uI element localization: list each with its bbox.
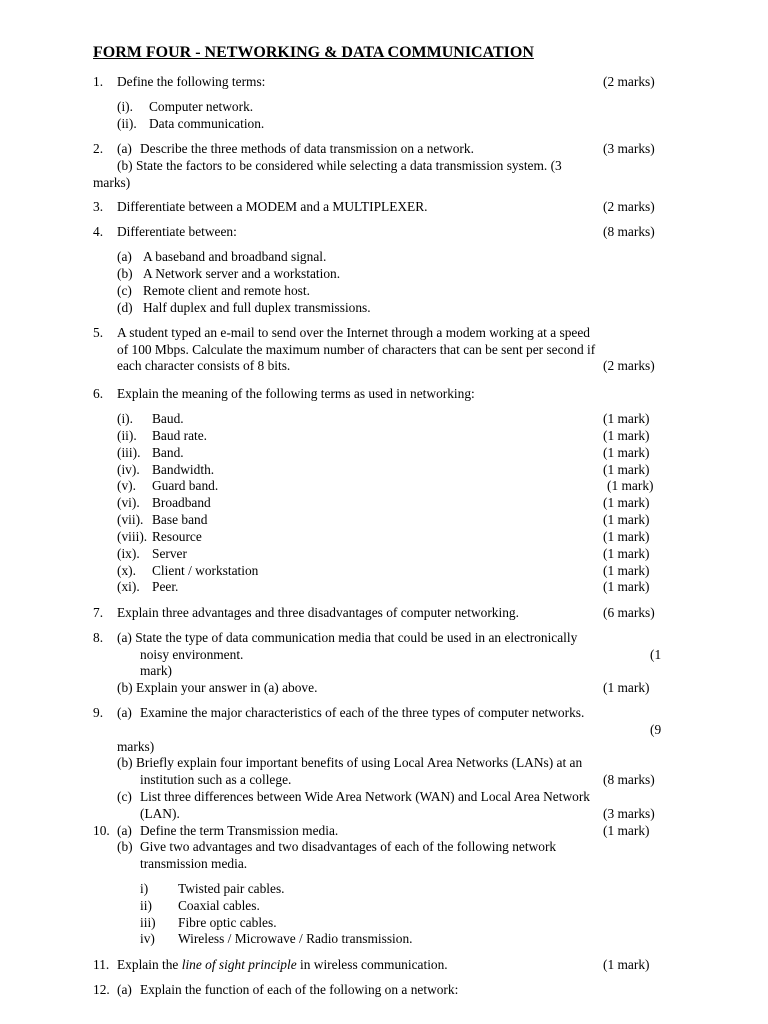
question-number: 4. bbox=[93, 224, 104, 239]
term-text: Baud. bbox=[152, 411, 184, 426]
item-number: (b) bbox=[117, 266, 133, 281]
item-number: iii) bbox=[140, 915, 156, 930]
question-text-pre: Explain the bbox=[117, 957, 179, 972]
term-marks: (1 mark) bbox=[603, 428, 650, 443]
term-number: (x). bbox=[117, 563, 136, 578]
item-number: (a) bbox=[117, 249, 132, 264]
question-text: Explain three advantages and three disadvantages of computer networking. bbox=[117, 605, 519, 620]
question-marks: (6 marks) bbox=[603, 605, 655, 620]
item-text: Twisted pair cables. bbox=[178, 881, 285, 896]
item-text: Half duplex and full duplex transmissions. bbox=[143, 300, 371, 315]
term-number: (vii). bbox=[117, 512, 144, 527]
item-text: A baseband and broadband signal. bbox=[143, 249, 327, 264]
term-number: (ix). bbox=[117, 546, 140, 561]
question-marks: (8 marks) bbox=[603, 224, 655, 239]
question-number: 10. bbox=[93, 823, 110, 838]
item-number: i) bbox=[140, 881, 149, 896]
question-marks-continued: mark) bbox=[140, 663, 172, 678]
part-text: Give two advantages and two disadvantages of each of the following network bbox=[140, 839, 557, 854]
part-text: (a) State the type of data communication media that could be used in an electronically bbox=[117, 630, 578, 645]
question-text-italic: line of sight principle bbox=[181, 957, 297, 972]
question-marks: (8 marks) bbox=[603, 772, 655, 787]
part-label: (a) bbox=[117, 141, 132, 156]
term-number: (viii). bbox=[117, 529, 148, 544]
question-text-post: in wireless communication. bbox=[300, 957, 448, 972]
question-number: 8. bbox=[93, 630, 104, 645]
term-number: (ii). bbox=[117, 428, 137, 443]
question-marks: (2 marks) bbox=[603, 358, 655, 373]
part-text: Examine the major characteristics of each of the three types of computer networks. bbox=[140, 705, 585, 720]
question-number: 1. bbox=[93, 74, 104, 89]
term-text: Base band bbox=[152, 512, 208, 527]
item-text: Computer network. bbox=[149, 99, 254, 114]
question-marks: (2 marks) bbox=[603, 199, 655, 214]
item-number: (c) bbox=[117, 283, 132, 298]
part-text-continued: institution such as a college. bbox=[140, 772, 292, 787]
item-number: (d) bbox=[117, 300, 133, 315]
term-number: (vi). bbox=[117, 495, 140, 510]
part-label: (a) bbox=[117, 982, 132, 997]
question-text: Differentiate between a MODEM and a MULTIPLEXER. bbox=[117, 199, 428, 214]
question-number: 12. bbox=[93, 982, 110, 997]
part-text-continued: transmission media. bbox=[140, 856, 248, 871]
item-text: Wireless / Microwave / Radio transmission. bbox=[178, 931, 413, 946]
question-marks: (1 mark) bbox=[603, 957, 650, 972]
item-text: A Network server and a workstation. bbox=[143, 266, 341, 281]
question-number: 9. bbox=[93, 705, 104, 720]
term-text: Server bbox=[152, 546, 187, 561]
term-marks: (1 mark) bbox=[603, 495, 650, 510]
term-marks: (1 mark) bbox=[603, 512, 650, 527]
term-marks: (1 mark) bbox=[603, 546, 650, 561]
question-number: 6. bbox=[93, 386, 104, 401]
question-text: each character consists of 8 bits. bbox=[117, 358, 291, 373]
term-text: Guard band. bbox=[152, 478, 219, 493]
question-number: 3. bbox=[93, 199, 104, 214]
question-marks: (1 mark) bbox=[603, 823, 650, 838]
part-text: Describe the three methods of data transmission on a network. bbox=[140, 141, 474, 156]
question-number: 2. bbox=[93, 141, 104, 156]
question-marks-continued: marks) bbox=[117, 739, 155, 754]
term-text: Resource bbox=[152, 529, 202, 544]
part-text-continued: noisy environment. bbox=[140, 647, 244, 662]
question-number: 7. bbox=[93, 605, 104, 620]
question-marks: (3 marks) bbox=[603, 806, 655, 821]
part-label: (b) bbox=[117, 839, 133, 854]
part-label: (c) bbox=[117, 789, 132, 804]
term-number: (i). bbox=[117, 411, 133, 426]
part-label: (a) bbox=[117, 823, 132, 838]
question-text: A student typed an e-mail to send over the Internet through a modem working at a speed bbox=[117, 325, 591, 340]
item-text: Data communication. bbox=[149, 116, 265, 131]
term-marks: (1 mark) bbox=[603, 579, 650, 594]
part-text: Define the term Transmission media. bbox=[140, 823, 339, 838]
term-text: Client / workstation bbox=[152, 563, 259, 578]
item-text: Fibre optic cables. bbox=[178, 915, 277, 930]
term-marks: (1 mark) bbox=[603, 462, 650, 477]
question-marks: (9 bbox=[650, 722, 662, 737]
part-text-continued: (LAN). bbox=[140, 806, 180, 821]
term-number: (v). bbox=[117, 478, 136, 493]
term-marks: (1 mark) bbox=[603, 445, 650, 460]
part-text: (b) Explain your answer in (a) above. bbox=[117, 680, 318, 695]
question-marks: (1 bbox=[650, 647, 662, 662]
item-text: Remote client and remote host. bbox=[143, 283, 310, 298]
term-text: Peer. bbox=[152, 579, 179, 594]
item-number: (ii). bbox=[117, 116, 137, 131]
term-text: Broadband bbox=[152, 495, 211, 510]
question-text: Differentiate between: bbox=[117, 224, 237, 239]
question-marks: (3 marks) bbox=[603, 141, 655, 156]
item-text: Coaxial cables. bbox=[178, 898, 260, 913]
question-number: 11. bbox=[93, 957, 110, 972]
part-label: (a) bbox=[117, 705, 132, 720]
question-text: Define the following terms: bbox=[117, 74, 266, 89]
question-text: of 100 Mbps. Calculate the maximum number of characters that can be sent per second if bbox=[117, 342, 596, 357]
question-marks: (1 mark) bbox=[603, 680, 650, 695]
term-marks: (1 mark) bbox=[603, 411, 650, 426]
page-title: FORM FOUR - NETWORKING & DATA COMMUNICATION bbox=[93, 44, 534, 61]
part-text: Explain the function of each of the following on a network: bbox=[140, 982, 459, 997]
term-marks: (1 mark) bbox=[603, 563, 650, 578]
term-number: (iii). bbox=[117, 445, 141, 460]
item-number: iv) bbox=[140, 931, 155, 946]
part-text-continued: marks) bbox=[93, 175, 131, 190]
term-text: Bandwidth. bbox=[152, 462, 215, 477]
part-text: (b) Briefly explain four important benefits of using Local Area Networks (LANs) at an bbox=[117, 755, 583, 770]
question-number: 5. bbox=[93, 325, 104, 340]
term-text: Baud rate. bbox=[152, 428, 208, 443]
part-text: (b) State the factors to be considered while selecting a data transmission system. (3 bbox=[117, 158, 562, 173]
item-number: ii) bbox=[140, 898, 152, 913]
question-text: Explain the meaning of the following terms as used in networking: bbox=[117, 386, 475, 401]
question-marks: (2 marks) bbox=[603, 74, 655, 89]
question-text bbox=[117, 958, 448, 971]
term-marks: (1 mark) bbox=[607, 478, 654, 493]
term-marks: (1 mark) bbox=[603, 529, 650, 544]
item-number: (i). bbox=[117, 99, 133, 114]
term-number: (xi). bbox=[117, 579, 140, 594]
part-text: List three differences between Wide Area Network (WAN) and Local Area Network bbox=[140, 789, 590, 804]
term-text: Band. bbox=[152, 445, 184, 460]
term-number: (iv). bbox=[117, 462, 140, 477]
